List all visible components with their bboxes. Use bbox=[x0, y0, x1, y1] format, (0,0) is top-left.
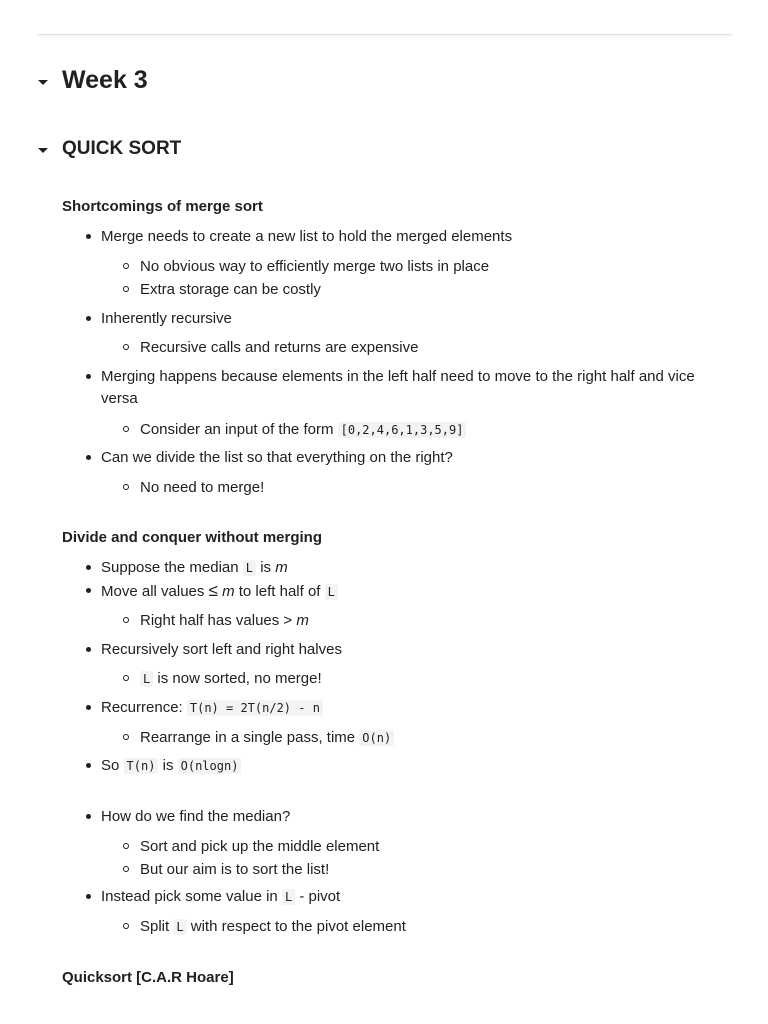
math-var: m bbox=[222, 583, 235, 600]
subheading-divide-conquer: Divide and conquer without merging bbox=[62, 529, 323, 546]
list-item: Can we divide the list so that everything on the right? bbox=[101, 447, 453, 469]
inline-code: [0,2,4,6,1,3,5,9] bbox=[338, 422, 467, 438]
section-heading-row[interactable] bbox=[38, 138, 181, 160]
list-item bbox=[140, 916, 406, 938]
inline-code: L bbox=[173, 919, 186, 935]
list-item bbox=[140, 419, 466, 441]
week-heading: Week 3 bbox=[62, 66, 148, 94]
list-item: No obvious way to efficiently merge two lists in place bbox=[140, 256, 489, 278]
list-item bbox=[101, 886, 340, 908]
inline-code: O(nlogn) bbox=[178, 758, 242, 774]
list-item-text: is bbox=[260, 559, 272, 576]
list-item-text: Instead pick some value in bbox=[101, 888, 278, 905]
list-item bbox=[101, 755, 241, 777]
list-item: But our aim is to sort the list! bbox=[140, 859, 329, 881]
list-item-text: So bbox=[101, 757, 120, 774]
list-item: Inherently recursive bbox=[101, 308, 232, 330]
list-item-text: Consider an input of the form bbox=[140, 421, 334, 438]
list-item: No need to merge! bbox=[140, 477, 264, 499]
list-item bbox=[140, 610, 309, 632]
list-item-text: Suppose the median bbox=[101, 559, 239, 576]
subheading-shortcomings: Shortcomings of merge sort bbox=[62, 198, 263, 215]
inline-code: O(n) bbox=[359, 730, 394, 746]
list-item-text: Split bbox=[140, 918, 170, 935]
list-item: Recursively sort left and right halves bbox=[101, 639, 342, 661]
inline-code: L bbox=[140, 671, 153, 687]
list-item bbox=[140, 727, 394, 749]
list-item: Extra storage can be costly bbox=[140, 279, 321, 301]
list-item-text: Recurrence: bbox=[101, 699, 183, 716]
list-item-text: is bbox=[162, 757, 174, 774]
caret-down-icon[interactable] bbox=[38, 80, 48, 85]
list-item-text: Right half has values > bbox=[140, 612, 293, 629]
list-item: Merging happens because elements in the left half need to move to the right half and vice versa bbox=[101, 366, 721, 410]
list-item bbox=[101, 580, 338, 603]
list-item: Merge needs to create a new list to hold the merged elements bbox=[101, 226, 512, 248]
math-var: m bbox=[296, 612, 309, 629]
subheading-quicksort-hoare: Quicksort [C.A.R Hoare] bbox=[62, 969, 234, 986]
list-item-text: - pivot bbox=[299, 888, 341, 905]
list-item bbox=[140, 668, 322, 690]
inline-code: L bbox=[325, 584, 338, 600]
list-item-text: Rearrange in a single pass, time bbox=[140, 729, 356, 746]
caret-down-icon[interactable] bbox=[38, 148, 48, 153]
inline-code: L bbox=[243, 560, 256, 576]
list-item bbox=[101, 557, 288, 579]
list-item bbox=[101, 697, 323, 719]
top-divider bbox=[38, 34, 732, 35]
list-item: Sort and pick up the middle element bbox=[140, 836, 379, 858]
math-var: m bbox=[275, 559, 288, 576]
week-heading-row[interactable] bbox=[38, 66, 148, 95]
inline-code: T(n) = 2T(n/2) - n bbox=[187, 700, 323, 716]
list-item: How do we find the median? bbox=[101, 806, 290, 828]
section-heading: QUICK SORT bbox=[62, 138, 182, 159]
math-symbol: ≤ bbox=[208, 581, 218, 600]
inline-code: T(n) bbox=[124, 758, 159, 774]
list-item-text: Move all values bbox=[101, 583, 205, 600]
list-item-text: to left half of bbox=[238, 583, 321, 600]
list-item-text: with respect to the pivot element bbox=[190, 918, 406, 935]
list-item-text: is now sorted, no merge! bbox=[157, 670, 322, 687]
inline-code: L bbox=[282, 889, 295, 905]
list-item: Recursive calls and returns are expensive bbox=[140, 337, 418, 359]
